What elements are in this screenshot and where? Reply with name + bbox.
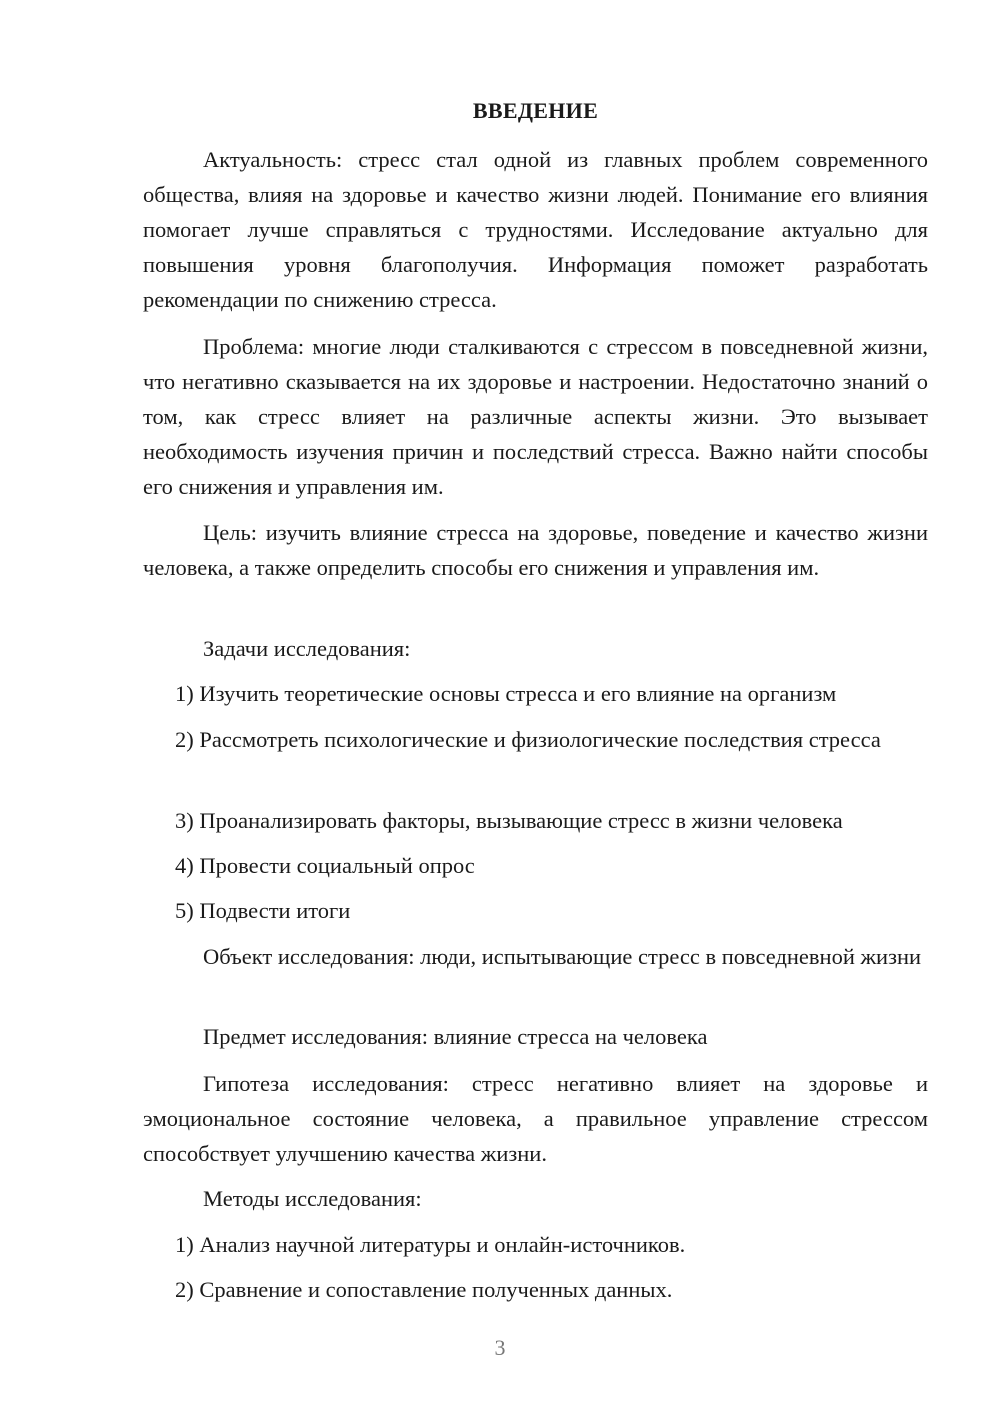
- method-item-1: 1) Анализ научной литературы и онлайн-источников.: [175, 1232, 686, 1257]
- relevance-paragraph: Актуальность: стресс стал одной из главных проблем современного общества, влияя на здоровье и качество жизни людей. Понимание его влияния помогает лучше справляться с трудностями. Исследование актуально для повышения уровня благополучия. Информация поможет разработать рекомендации по снижению стресса.: [143, 147, 928, 312]
- tasks-heading: Задачи исследования:: [203, 636, 411, 661]
- method-item-2: 2) Сравнение и сопоставление полученных данных.: [175, 1277, 673, 1302]
- task-item-5: 5) Подвести итоги: [175, 898, 351, 923]
- hypothesis-paragraph: Гипотеза исследования: стресс негативно влияет на здоровье и эмоциональное состояние человека, а правильное управление стрессом способствует улучшению качества жизни.: [143, 1071, 928, 1166]
- task-item-1: 1) Изучить теоретические основы стресса и его влияние на организм: [175, 681, 837, 706]
- task-item-2: 2) Рассмотреть психологические и физиологические последствия стресса: [175, 727, 881, 752]
- task-item-3: 3) Проанализировать факторы, вызывающие стресс в жизни человека: [175, 808, 843, 833]
- methods-heading: Методы исследования:: [203, 1186, 422, 1211]
- object-paragraph: Объект исследования: люди, испытывающие стресс в повседневной жизни: [203, 944, 922, 969]
- goal-paragraph: Цель: изучить влияние стресса на здоровье, поведение и качество жизни человека, а также определить способы его снижения и управления им.: [143, 520, 928, 580]
- page-title: ВВЕДЕНИЕ: [472, 98, 599, 123]
- subject-paragraph: Предмет исследования: влияние стресса на человека: [203, 1024, 708, 1049]
- problem-paragraph: Проблема: многие люди сталкиваются с стрессом в повседневной жизни, что негативно сказывается на их здоровье и настроении. Недостаточно знаний о том, как стресс влияет на различные аспекты жизни. Это вызывает необходимость изучения причин и последствий стресса. Важно найти способы его снижения и управления им.: [143, 334, 928, 499]
- task-item-4: 4) Провести социальный опрос: [175, 853, 475, 878]
- page-number: 3: [494, 1335, 506, 1360]
